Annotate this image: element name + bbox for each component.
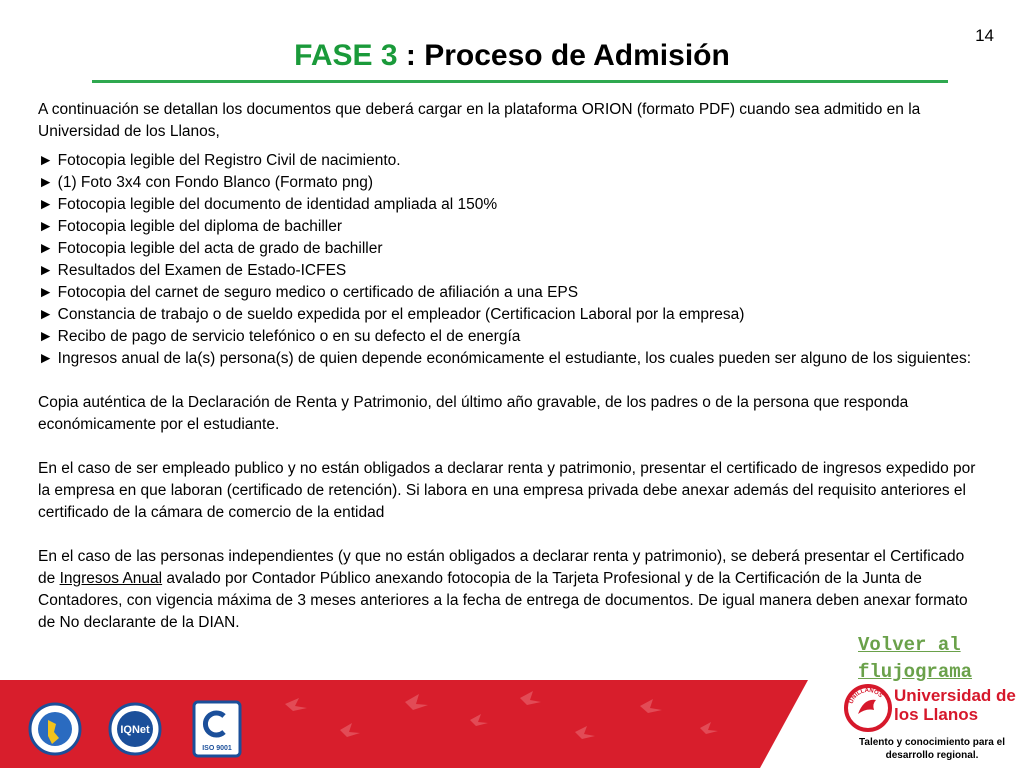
slide-title <box>0 38 1024 74</box>
list-item: ► Constancia de trabajo o de sueldo expedida por el empleador (Certificacion Laboral por la empresa) <box>38 304 984 326</box>
certification-badge-3 <box>190 698 244 760</box>
certification-seal-icon <box>28 698 82 760</box>
title-phase: FASE 3 <box>294 39 398 72</box>
list-item: ► Fotocopia legible del Registro Civil de nacimiento. <box>38 150 984 172</box>
title-rest: : Proceso de Admisión <box>397 39 730 72</box>
list-item: ► Resultados del Examen de Estado-ICFES <box>38 260 984 282</box>
certification-badge-1 <box>28 698 82 760</box>
university-seal-icon <box>844 684 892 732</box>
iqnet-certificate-icon <box>108 698 162 760</box>
page-number: 14 <box>975 26 994 45</box>
list-item: ► Fotocopia del carnet de seguro medico o certificado de afiliación a una EPS <box>38 282 984 304</box>
document-list <box>38 150 984 370</box>
seal-arc-text: UNILLANOS <box>848 687 884 705</box>
list-item: ► Fotocopia legible del acta de grado de bachiller <box>38 238 984 260</box>
certification-badge-2 <box>108 698 162 760</box>
title-underline-rule <box>92 80 948 83</box>
empleado-paragraph: En el caso de ser empleado publico y no están obligados a declarar renta y patrimonio, presentar el certificado de ingresos expedido por la empresa en que laboran (certificado de retención). Si labora en una empresa privada debe anexar además del requisito anteriores el certificado de la cámara de comercio de la entidad <box>38 460 976 521</box>
cert-3-label: ISO 9001 <box>202 745 232 752</box>
list-item: ► Ingresos anual de la(s) persona(s) de quien depende económicamente el estudiante, los cuales pueden ser alguno de los siguientes: <box>38 348 984 370</box>
intro-paragraph: A continuación se detallan los documentos que deberá cargar en la plataforma ORION (formato PDF) cuando sea admitido en la Universidad de los Llanos, <box>38 101 921 140</box>
list-item: ► (1) Foto 3x4 con Fondo Blanco (Formato png) <box>38 172 984 194</box>
cert-2-label: IQNet <box>120 724 150 736</box>
ingresos-anual-link[interactable]: Ingresos Anual <box>59 570 163 587</box>
university-logo-block <box>838 680 1024 768</box>
iso-certificate-icon <box>190 698 244 760</box>
slide-content <box>38 99 984 634</box>
independiente-text-before: En el caso de las personas independientes (y que no están obligados a declarar renta y patrimonio), se deberá presentar el Certificado de <box>38 548 965 587</box>
independiente-text-after: avalado por Contador Público anexando fotocopia de la Tarjeta Profesional y de la Certificación de la Junta de Contadores, con vigencia máxima de 3 meses anteriores a la fecha de entrega de documentos. De igual manera deben anexar formato de No declarante de la DIAN. <box>38 570 968 631</box>
university-name: Universidad de los Llanos <box>894 686 1016 724</box>
list-item: ► Recibo de pago de servicio telefónico o en su defecto el de energía <box>38 326 984 348</box>
list-item: ► Fotocopia legible del diploma de bachiller <box>38 216 984 238</box>
renta-paragraph: Copia auténtica de la Declaración de Renta y Patrimonio, del último año gravable, de los padres o de la persona que responda económicamente por el estudiante. <box>38 394 909 433</box>
university-tagline: Talento y conocimiento para el desarrollo regional. <box>859 737 1005 761</box>
list-item: ► Fotocopia legible del documento de identidad ampliada al 150% <box>38 194 984 216</box>
independiente-paragraph <box>38 546 984 634</box>
return-to-flowchart-link[interactable]: Volver al flujograma <box>858 634 973 683</box>
